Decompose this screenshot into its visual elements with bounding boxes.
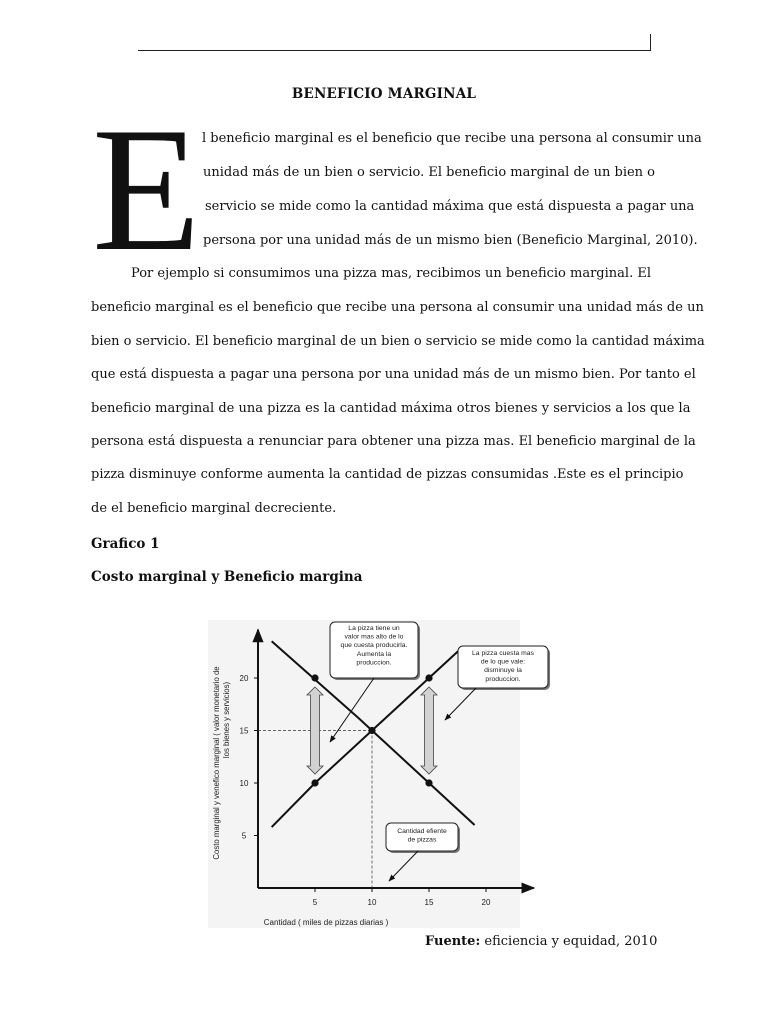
- data-point: [425, 779, 432, 786]
- body-line: persona está dispuesta a renunciar para obtener una pizza mas. El beneficio marginal de la: [91, 434, 696, 449]
- callout-text: produccion.: [485, 675, 521, 683]
- callout-text: produccion.: [356, 659, 392, 667]
- page-title: BENEFICIO MARGINAL: [291, 86, 477, 102]
- y-tick-label: 20: [239, 674, 249, 683]
- data-point: [311, 674, 318, 681]
- callout-text: de pizzas: [407, 836, 437, 844]
- intro-line: persona por una unidad más de un mismo bien (Beneficio Marginal, 2010).: [203, 233, 698, 248]
- x-axis-title: Cantidad ( miles de pizzas diarias ): [263, 918, 389, 927]
- body-line: bien o servicio. El beneficio marginal de un bien o servicio se mide como la cantidad máxima: [91, 334, 705, 349]
- body-line: que está dispuesta a pagar una persona por una unidad más de un mismo bien. Por tanto el: [91, 367, 696, 382]
- x-tick-label: 5: [312, 898, 318, 907]
- body-line: Por ejemplo si consumimos una pizza mas, recibimos un beneficio marginal. El: [131, 266, 651, 281]
- data-point: [425, 674, 432, 681]
- drop-cap: E: [92, 90, 201, 288]
- y-tick-label: 15: [239, 726, 249, 736]
- figure-caption: Costo marginal y Beneficio margina: [91, 569, 363, 585]
- callout-text: disminuye la: [484, 667, 522, 675]
- x-tick-label: 20: [481, 898, 491, 907]
- intro-line: servicio se mide como la cantidad máxima que está dispuesta a pagar una: [205, 199, 695, 214]
- callout-text: valor mas alto de lo: [344, 633, 404, 641]
- y-tick-label: 5: [241, 831, 247, 841]
- header-tick: [650, 34, 651, 51]
- intro-line: unidad más de un bien o servicio. El beneficio marginal de un bien o: [203, 165, 655, 180]
- header-rule: [138, 50, 651, 51]
- callout-text: Cantidad efiente: [397, 828, 447, 835]
- y-axis-title: los bienes y servicios): [222, 681, 231, 759]
- body-line: beneficio marginal de una pizza es la cantidad máxima otros bienes y servicios a los que la: [91, 401, 691, 416]
- intro-line: l beneficio marginal es el beneficio que recibe una persona al consumir una: [202, 131, 702, 146]
- equilibrium-point: [368, 727, 375, 734]
- body-line: pizza disminuye conforme aumenta la cantidad de pizzas consumidas .Este es el principio: [91, 467, 684, 482]
- y-tick-label: 10: [239, 779, 249, 788]
- figure-label: Grafico 1: [91, 536, 160, 552]
- figure: [206, 618, 550, 932]
- body-line: beneficio marginal es el beneficio que recibe una persona al consumir una unidad más de un: [91, 300, 704, 315]
- data-point: [311, 779, 318, 786]
- callout-text: La pizza tiene un: [348, 625, 400, 632]
- x-tick-label: 10: [367, 898, 377, 907]
- source-text: eficiencia y equidad, 2010: [484, 934, 658, 949]
- source-label: Fuente:: [425, 934, 481, 949]
- callout-text: Aumenta la: [356, 650, 392, 658]
- source-line: [425, 934, 657, 949]
- callout-text: que cuesta producirla.: [340, 642, 408, 650]
- callout-text: de lo que vale:: [480, 658, 526, 666]
- body-line: de el beneficio marginal decreciente.: [91, 501, 337, 516]
- chart: [206, 618, 550, 932]
- y-axis-title: Costo marginal y venefico marginal ( valor monetario de: [212, 666, 221, 860]
- x-tick-label: 15: [424, 898, 434, 907]
- callout-text: La pizza cuesta mas: [472, 650, 534, 657]
